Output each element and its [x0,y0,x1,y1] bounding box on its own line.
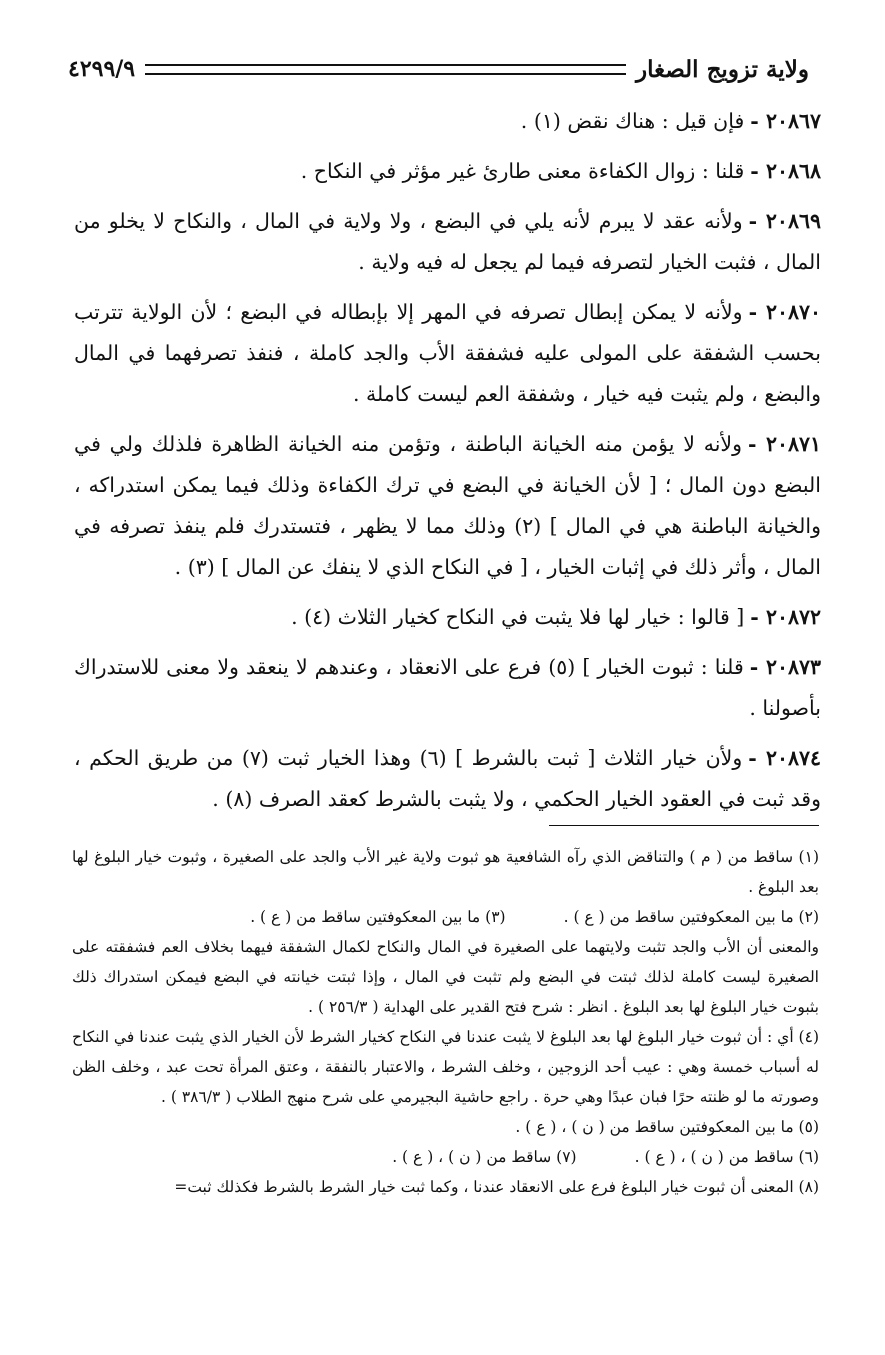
paragraph-number: ٢٠٨٧٤ - [748,746,821,770]
page-header [68,50,809,88]
paragraph-text: ولأنه لا يمكن إبطال تصرفه في المهر إلا بإبطاله في البضع ؛ لأن الولاية تترتب بحسب الشفقة على المولى عليه فشفقة الأب والجد كاملة ، فنفذ تصرفهما في المال والبضع ، ولم يثبت فيه خيار ، وشفقة العم ليست كاملة . [74,300,821,406]
footnote-separator [549,825,819,826]
paragraph-text: ولأن خيار الثلاث [ ثبت بالشرط ] (٦) وهذا الخيار ثبت (٧) من طريق الحكم ، وقد ثبت في العقود الخيار الحكمي ، ولا يثبت بالشرط كعقد الصرف (٨) . [74,746,821,811]
footnote-1: (١) ساقط من ( م ) والتناقض الذي رآه الشافعية هو ثبوت ولاية غير الأب والجد على الصغيرة ، وثبوت خيار البلوغ لها بعد البلوغ . [72,848,819,896]
paragraph-number: ٢٠٨٦٩ - [748,209,821,233]
footnote-row-6-7 [72,1142,819,1172]
header-double-rule [145,64,626,75]
paragraph-20867 [74,101,821,142]
paragraph-text: [ قالوا : خيار لها فلا يثبت في النكاح كخيار الثلاث (٤) . [291,605,745,629]
footnote-6: (٦) ساقط من ( ن ) ، ( ع ) . [634,1148,819,1166]
paragraph-20872 [74,597,821,638]
paragraph-text: فإن قيل : هناك نقض (١) . [520,109,745,133]
footnote-4: (٤) أي : أن ثبوت خيار البلوغ لها بعد البلوغ لا يثبت عندنا في النكاح كخيار الشرط لأن الخيار الذي يثبت عندنا في النكاح له أسباب خمسة وهي : عيب أحد الزوجين ، وخلف الشرط ، والاعتبار بالنفقة ، وعتق المرأة تحت عبد ، وخلف الظن وصورته ما لو ظنته حرًا فبان عبدًا وهي حرة . راجع حاشية البجيرمي على شرح منهج الطلاب ( ٣٨٦/٣ ) . [72,1028,819,1106]
paragraph-number: ٢٠٨٧١ - [748,432,821,456]
paragraph-number: ٢٠٨٦٨ - [750,159,821,183]
paragraph-number: ٢٠٨٧٣ - [749,655,821,679]
paragraph-text: قلنا : زوال الكفاءة معنى طارئ غير مؤثر في النكاح . [300,159,745,183]
main-text [74,101,821,829]
footnotes [72,842,819,1202]
paragraph-text: ولأنه لا يؤمن منه الخيانة الباطنة ، وتؤمن منه الخيانة الظاهرة فلذلك ولي في البضع دون المال ؛ [ لأن الخيانة في البضع في ترك الكفاءة وذلك فيما يمكن استدراكه ، والخيانة الباطنة هي في المال ] (٢) وذلك مما لا يظهر ، فتستدرك فلم ينفذ تصرفه في المال ، وأثر ذلك في إثبات الخيار ، [ في النكاح الذي لا ينفك عن المال ] (٣) . [74,432,821,579]
footnote-3: (٣) ما بين المعكوفتين ساقط من ( ع ) . [250,908,506,926]
page-number: ٤٢٩٩/٩ [68,56,136,82]
footnote-row-2-3 [72,902,819,932]
footnote-5: (٥) ما بين المعكوفتين ساقط من ( ن ) ، ( ع ) . [515,1118,819,1136]
footnote-7: (٧) ساقط من ( ن ) ، ( ع ) . [392,1148,577,1166]
paragraph-number: ٢٠٨٧٢ - [750,605,821,629]
running-title: ولاية تزويج الصغار [636,55,809,83]
paragraph-20871 [74,424,821,588]
footnote-8: (٨) المعنى أن ثبوت خيار البلوغ فرع على الانعقاد عندنا ، وكما ثبت خيار الشرط بالشرط فكذلك ثبت= [174,1178,819,1196]
paragraph-number: ٢٠٨٦٧ - [750,109,821,133]
footnote-3-note: والمعنى أن الأب والجد تثبت ولايتهما على الصغيرة في المال والنكاح لكمال الشفقة فيهما بخلاف العم فشفقته على الصغيرة ليست كاملة لذلك ثبتت في البضع ولم تثبت في المال ، وإذا ثبتت خيانته في البضع فيمكن استدراك ذلك بثبوت خيار البلوغ لها بعد البلوغ . انظر : شرح فتح القدير على الهداية ( ٢٥٦/٣ ) . [72,938,819,1016]
footnote-row-5 [72,1112,819,1142]
paragraph-text: ولأنه عقد لا يبرم لأنه يلي في البضع ، ولا ولاية في المال ، والنكاح لا يخلو من المال ، فثبت الخيار لتصرفه فيما لم يجعل له فيه ولاية . [74,209,821,274]
footnote-2: (٢) ما بين المعكوفتين ساقط من ( ع ) . [563,908,819,926]
paragraph-20873 [74,647,821,729]
paragraph-20869 [74,201,821,283]
paragraph-20870 [74,292,821,415]
paragraph-text: قلنا : ثبوت الخيار ] (٥) فرع على الانعقاد ، وعندهم لا ينعقد ولا معنى للاستدراك بأصولنا . [74,655,821,720]
paragraph-20874 [74,738,821,820]
paragraph-number: ٢٠٨٧٠ - [748,300,821,324]
paragraph-20868 [74,151,821,192]
